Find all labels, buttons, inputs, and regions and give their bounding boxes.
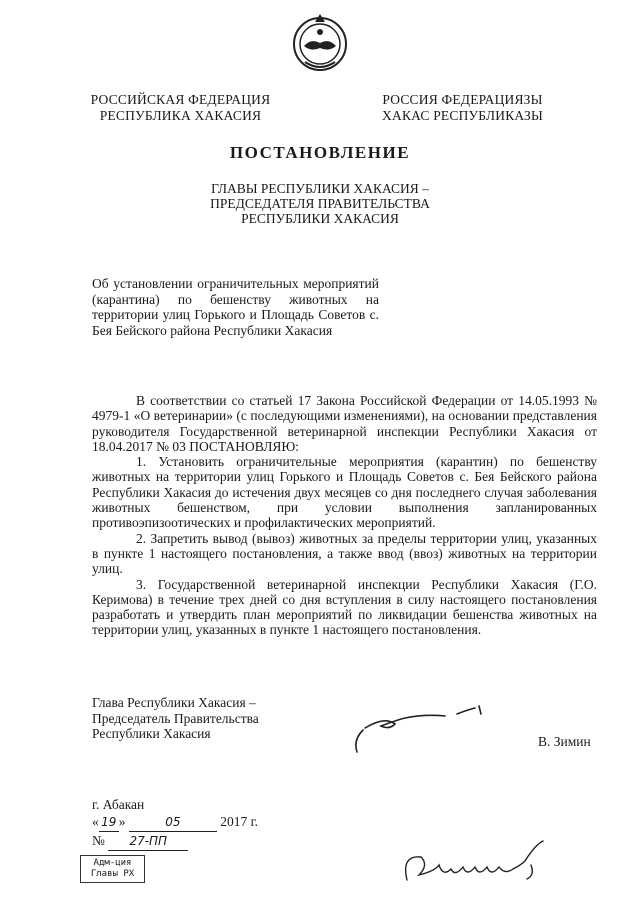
body-item-3: 3. Государственной ветеринарной инспекции Республики Хакасия (Г.О. Керимова) в течение трех дней со дня вступления в силу настоящего постановления разработать и утвердить план мероприятий по ликвидации бешенства животных на территории улиц, указанных в пункте 1 настоящего постановления.	[92, 576, 597, 638]
city: г. Абакан	[92, 797, 145, 812]
document-body	[92, 393, 597, 638]
stamp-line1: Адм-ция	[93, 858, 132, 868]
header-right	[375, 92, 550, 124]
header-left-line1: РОССИЙСКАЯ ФЕДЕРАЦИЯ	[90, 92, 271, 107]
signatory-role-line2: Председатель Правительства	[92, 710, 259, 726]
subtitle-line3: РЕСПУБЛИКИ ХАКАСИЯ	[241, 211, 399, 226]
coat-of-arms-icon	[291, 12, 349, 74]
header-right-line1: РОССИЯ ФЕДЕРАЦИЯЗЫ	[382, 92, 543, 107]
body-item-1: 1. Установить ограничительные мероприятия (карантин) по бешенству животных на территории улиц Горького и Площадь Советов с. Бея Бейского района Республики Хакасия до истечения двух месяцев со дня последнего случая заболевания животных бешенством, при условии выполнения запланированных противоэпизоотических и профилактических мероприятий.	[92, 454, 597, 531]
registry-stamp	[80, 855, 145, 883]
date-month: 05	[129, 814, 217, 832]
signatory-role-line3: Республики Хакасия	[92, 726, 211, 741]
handwritten-signature	[345, 700, 490, 760]
number-label: №	[92, 833, 105, 848]
document-number: 27-ПП	[108, 833, 188, 851]
signatory-role-line1: Глава Республики Хакасия –	[92, 695, 256, 710]
number-line	[92, 832, 258, 851]
date-line: « 19 » 05 2017 г.	[92, 813, 258, 832]
date-day: 19	[99, 814, 119, 832]
header-left-line2: РЕСПУБЛИКА ХАКАСИЯ	[99, 108, 262, 123]
body-intro: В соответствии со статьей 17 Закона Российской Федерации от 14.05.1993 № 4979-1 «О ветеринарии» (с последующими изменениями), на основании представления руководителя Государственной ветеринарной инспекции Республики Хакасия от 18.04.2017 № 03 ПОСТАНОВЛЯЮ:	[92, 393, 597, 454]
subtitle-line2: ПРЕДСЕДАТЕЛЯ ПРАВИТЕЛЬСТВА	[210, 196, 430, 211]
document-subject: Об установлении ограничительных мероприятий (карантина) по бешенству животных на территории улиц Горького и Площадь Советов с. Бея Бейского района Республики Хакасия	[92, 276, 379, 338]
stamp-line2: Главы РХ	[90, 869, 135, 879]
header-left	[88, 92, 273, 124]
handwritten-initials	[395, 835, 555, 895]
signatory-role	[92, 695, 292, 742]
document-title: ПОСТАНОВЛЕНИЕ	[229, 143, 411, 162]
subtitle-line1: ГЛАВЫ РЕСПУБЛИКИ ХАКАСИЯ –	[211, 181, 429, 196]
signatory-name: В. Зимин	[538, 734, 591, 749]
body-item-2: 2. Запретить вывод (вывоз) животных за пределы территории улиц, указанных в пункте 1 настоящего постановления, а также ввод (ввоз) животных на территории улиц.	[92, 530, 597, 577]
header-right-line2: ХАКАС РЕСПУБЛИКАЗЫ	[382, 108, 543, 123]
place-and-date	[92, 796, 258, 851]
document-subtitle	[170, 181, 470, 226]
date-year: 2017 г.	[220, 814, 259, 829]
